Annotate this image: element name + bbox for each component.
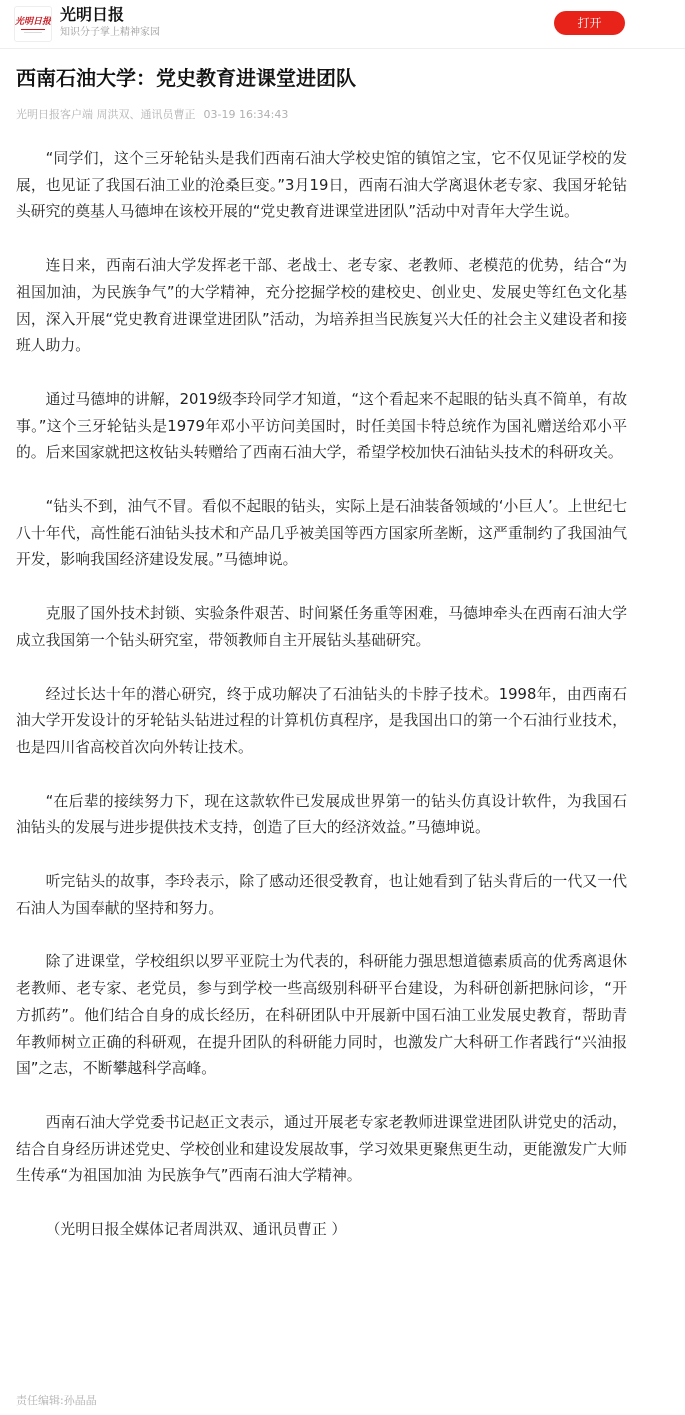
article-byline: （光明日报全媒体记者周洪双、通讯员曹正 ） [45,1221,347,1239]
article-paragraph: 克服了国外技术封锁、实验条件艰苦、时间紧任务重等困难，马德坤牵头在西南石油大学成立我国第一个钻头研究室，带领教师自主开展钻头基础研究。 [16,605,627,649]
article-paragraph: 通过马德坤的讲解，2019级李玲同学才知道，“这个看起来不起眼的钻头真不简单，有故事。”这个三牙轮钻头是1979年邓小平访问美国时，时任美国卡特总统作为国礼赠送给邓小平的。后来国家就把这枚钻头转赠给了西南石油大学，希望学校加快石油钻头技术的科研攻关。 [16,390,627,462]
svg-text:光明日报: 光明日报 [15,17,51,27]
article-meta [16,108,288,122]
article-paragraph: 听完钻头的故事，李玲表示，除了感动还很受教育，也让她看到了钻头背后的一代又一代石油人为国奉献的坚持和努力。 [16,873,627,917]
article-paragraph: “同学们，这个三牙轮钻头是我们西南石油大学校史馆的镇馆之宝，它不仅见证学校的发展，也见证了我国石油工业的沧桑巨变。”3月19日，西南石油大学离退休老专家、我国牙轮钻头研究的奠基人马德坤在该校开展的“党史教育进课堂进团队”活动中对青年大学生说。 [16,150,627,221]
open-app-button[interactable]: 打开 [554,11,625,35]
article-paragraph: 西南石油大学党委书记赵正文表示，通过开展老专家老教师进课堂进团队讲党史的活动，结合自身经历讲述党史、学校创业和建设发展故事，学习效果更聚焦更生动，更能激发广大师生传承“为祖国加油 为民族争气”西南石油大学精神。 [16,1113,627,1185]
article-time: 03-19 16:34:43 [203,108,289,121]
app-slogan: 知识分子掌上精神家园 [60,27,160,38]
responsible-editor: 责任编辑:孙晶晶 [16,1394,97,1407]
guangming-daily-logo-icon[interactable] [14,6,52,42]
article-paragraph: 除了进课堂，学校组织以罗平亚院士为代表的，科研能力强思想道德素质高的优秀离退休老教师、老专家、老党员，参与到学校一些高级别科研平台建设，为科研创新把脉问诊，“开方抓药”。他们结合自身的成长经历，在科研团队中开展新中国石油工业发展史教育，帮助青年教师树立正确的科研观，在提升团队的科研能力同时，也激发广大科研工作者践行“兴油报国”之志，不断攀越科学高峰。 [16,953,627,1078]
article-paragraph: 经过长达十年的潜心研究，终于成功解决了石油钻头的卡脖子技术。1998年，由西南石油大学开发设计的牙轮钻头钻进过程的计算机仿真程序，是我国出口的第一个石油行业技术，也是四川省高校首次向外转让技术。 [16,685,627,756]
article-paragraph: “钻头不到，油气不冒。看似不起眼的钻头，实际上是石油装备领域的‘小巨人’。上世纪七八十年代，高性能石油钻头技术和产品几乎被美国等西方国家所垄断，这严重制约了我国油气开发，影响我国经济建设发展。”马德坤说。 [16,498,627,569]
article-source: 光明日报客户端 周洪双、通讯员曹正 [16,108,196,121]
article-paragraph: 连日来，西南石油大学发挥老干部、老战士、老专家、老教师、老模范的优势，结合“为祖国加油，为民族争气”的大学精神，充分挖掘学校的建校史、创业史、发展史等红色文化基因，深入开展“党史教育进课堂进团队”活动，为培养担当民族复兴大任的社会主义建设者和接班人助力。 [16,257,627,355]
app-banner [0,0,685,49]
article-body [16,146,627,1271]
article-title: 西南石油大学：党史教育进课堂进团队 [16,66,356,90]
app-name: 光明日报 [60,5,125,24]
article-paragraph: “在后辈的接续努力下，现在这款软件已发展成世界第一的钻头仿真设计软件，为我国石油钻头的发展与进步提供技术支持，创造了巨大的经济效益。”马德坤说。 [16,792,627,837]
